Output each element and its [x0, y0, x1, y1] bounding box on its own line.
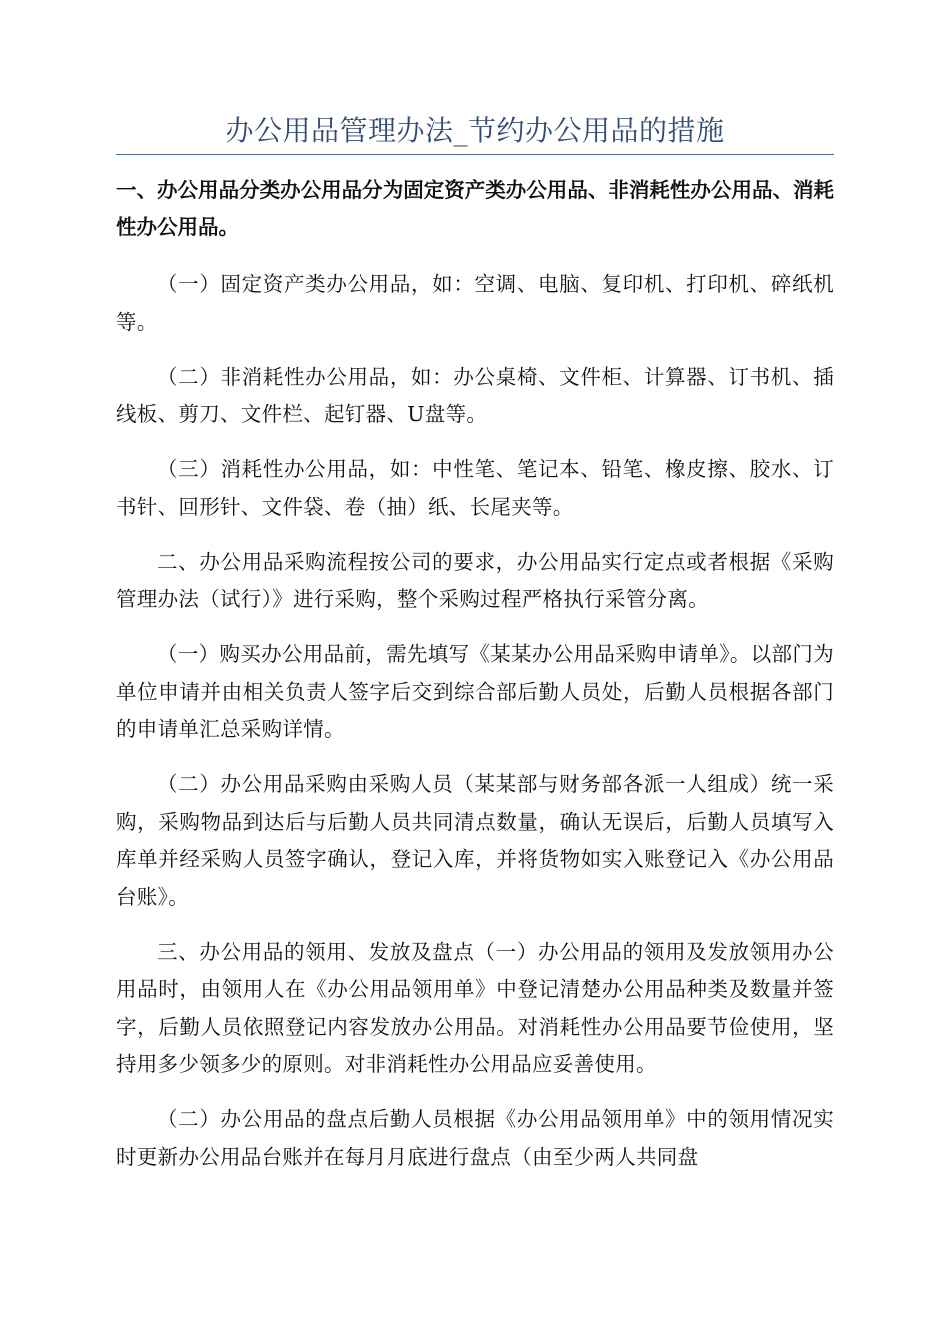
paragraph: （一）购买办公用品前，需先填写《某某办公用品采购申请单》。以部门为单位申请并由相关负责人签字后交到综合部后勤人员处，后勤人员根据各部门的申请单汇总采购详情。: [116, 642, 834, 741]
paragraph: （一）固定资产类办公用品，如：空调、电脑、复印机、打印机、碎纸机等。: [116, 272, 834, 334]
section-heading-1: 一、办公用品分类办公用品分为固定资产类办公用品、非消耗性办公用品、消耗性办公用品。: [116, 178, 834, 239]
paragraph: （三）消耗性办公用品，如：中性笔、笔记本、铅笔、橡皮擦、胶水、订书针、回形针、文件袋、卷（抽）纸、长尾夹等。: [116, 457, 834, 519]
paragraph: （二）办公用品的盘点后勤人员根据《办公用品领用单》中的领用情况实时更新办公用品台账并在每月月底进行盘点（由至少两人共同盘: [116, 1107, 834, 1169]
paragraph: 二、办公用品采购流程按公司的要求，办公用品实行定点或者根据《采购管理办法（试行）》进行采购，整个采购过程严格执行采管分离。: [116, 549, 834, 611]
document-body: [116, 172, 834, 1194]
paragraph: 三、办公用品的领用、发放及盘点（一）办公用品的领用及发放领用办公用品时，由领用人在《办公用品领用单》中登记清楚办公用品种类及数量并签字，后勤人员依照登记内容发放办公用品。对消耗性办公用品要节俭使用，坚持用多少领多少的原则。对非消耗性办公用品应妥善使用。: [116, 939, 834, 1076]
document-title: 办公用品管理办法_节约办公用品的措施: [225, 114, 725, 147]
paragraph: （二）非消耗性办公用品，如：办公桌椅、文件柜、计算器、订书机、插线板、剪刀、文件栏、起钉器、U盘等。: [116, 364, 834, 426]
title-underline: [116, 154, 834, 155]
paragraph: （二）办公用品采购由采购人员（某某部与财务部各派一人组成）统一采购，采购物品到达后与后勤人员共同清点数量，确认无误后，后勤人员填写入库单并经采购人员签字确认，登记入库，并将货物如实入账登记入《办公用品台账》。: [116, 772, 834, 909]
